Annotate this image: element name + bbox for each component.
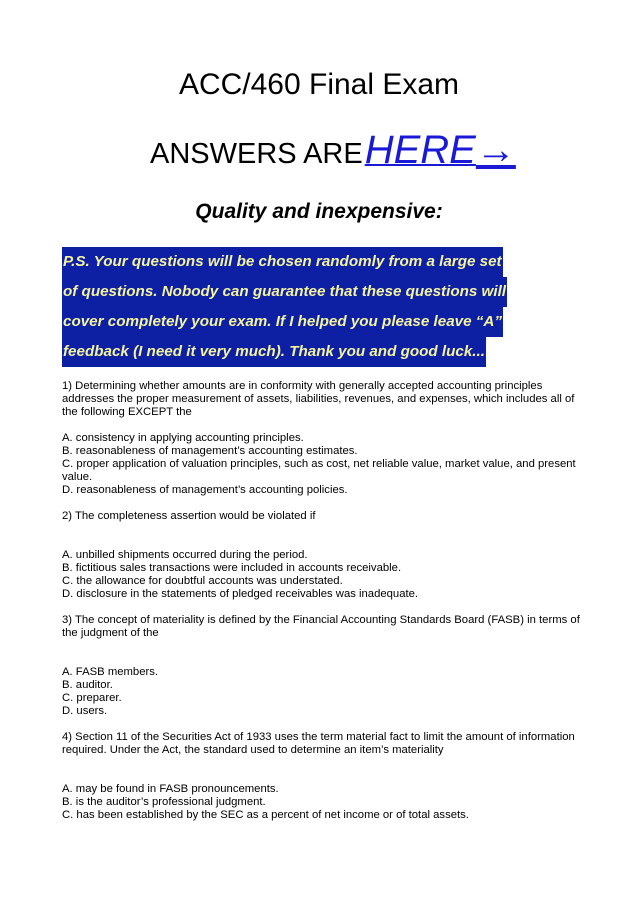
answer-option: C. preparer. xyxy=(62,692,122,704)
question-3-stem: 3) The concept of materiality is defined by the Financial Accounting Standards Board (FASB) in terms of the judgment of the xyxy=(62,614,580,639)
answers-heading xyxy=(150,128,516,173)
ps-note-line: P.S. Your questions will be chosen randomly from a large set xyxy=(62,247,503,277)
question-2-stem: 2) The completeness assertion would be violated if xyxy=(62,510,316,522)
answer-option: A. may be found in FASB pronouncements. xyxy=(62,783,279,795)
answer-option: A. consistency in applying accounting principles. xyxy=(62,432,304,444)
page-title: ACC/460 Final Exam xyxy=(178,68,460,101)
ps-note-line: feedback (I need it very much). Thank you and good luck... xyxy=(62,337,486,367)
here-link[interactable]: HERE xyxy=(364,128,476,172)
answer-option: B. reasonableness of management’s accounting estimates. xyxy=(62,445,358,457)
answer-option: B. fictitious sales transactions were included in accounts receivable. xyxy=(62,562,402,574)
question-1-stem: 1) Determining whether amounts are in conformity with generally accepted accounting principles addresses the proper measurement of assets, liabilities, revenues, and expenses, which includes all of the following EXCEPT the xyxy=(62,380,575,418)
answer-option: B. auditor. xyxy=(62,679,113,691)
answers-label: ANSWERS ARE xyxy=(150,138,363,170)
answer-option: A. FASB members. xyxy=(62,666,159,678)
question-2-options xyxy=(62,549,592,601)
ps-note xyxy=(62,247,582,367)
arrow-right-icon[interactable]: → xyxy=(475,128,516,172)
answer-option: C. has been established by the SEC as a percent of net income or of total assets. xyxy=(62,809,469,821)
answer-option: A. unbilled shipments occurred during the period. xyxy=(62,549,308,561)
answer-option: D. users. xyxy=(62,705,108,717)
question-4-options xyxy=(62,783,592,822)
quality-subtitle: Quality and inexpensive: xyxy=(195,200,443,223)
question-3-options xyxy=(62,666,592,718)
questions-list xyxy=(62,380,592,822)
answer-option: D. reasonableness of management’s accounting policies. xyxy=(62,484,348,496)
ps-note-line: cover completely your exam. If I helped you please leave “A” xyxy=(62,307,503,337)
answer-option: D. disclosure in the statements of pledged receivables was inadequate. xyxy=(62,588,419,600)
answer-option: C. proper application of valuation principles, such as cost, net reliable value, market value, and present value. xyxy=(62,458,576,483)
question-4-stem: 4) Section 11 of the Securities Act of 1933 uses the term material fact to limit the amount of information required. Under the Act, the standard used to determine an item’s materiality xyxy=(62,731,575,756)
question-1-options xyxy=(62,432,592,497)
ps-note-line: of questions. Nobody can guarantee that these questions will xyxy=(62,277,507,307)
answer-option: B. is the auditor’s professional judgment. xyxy=(62,796,266,808)
answer-option: C. the allowance for doubtful accounts was understated. xyxy=(62,575,343,587)
